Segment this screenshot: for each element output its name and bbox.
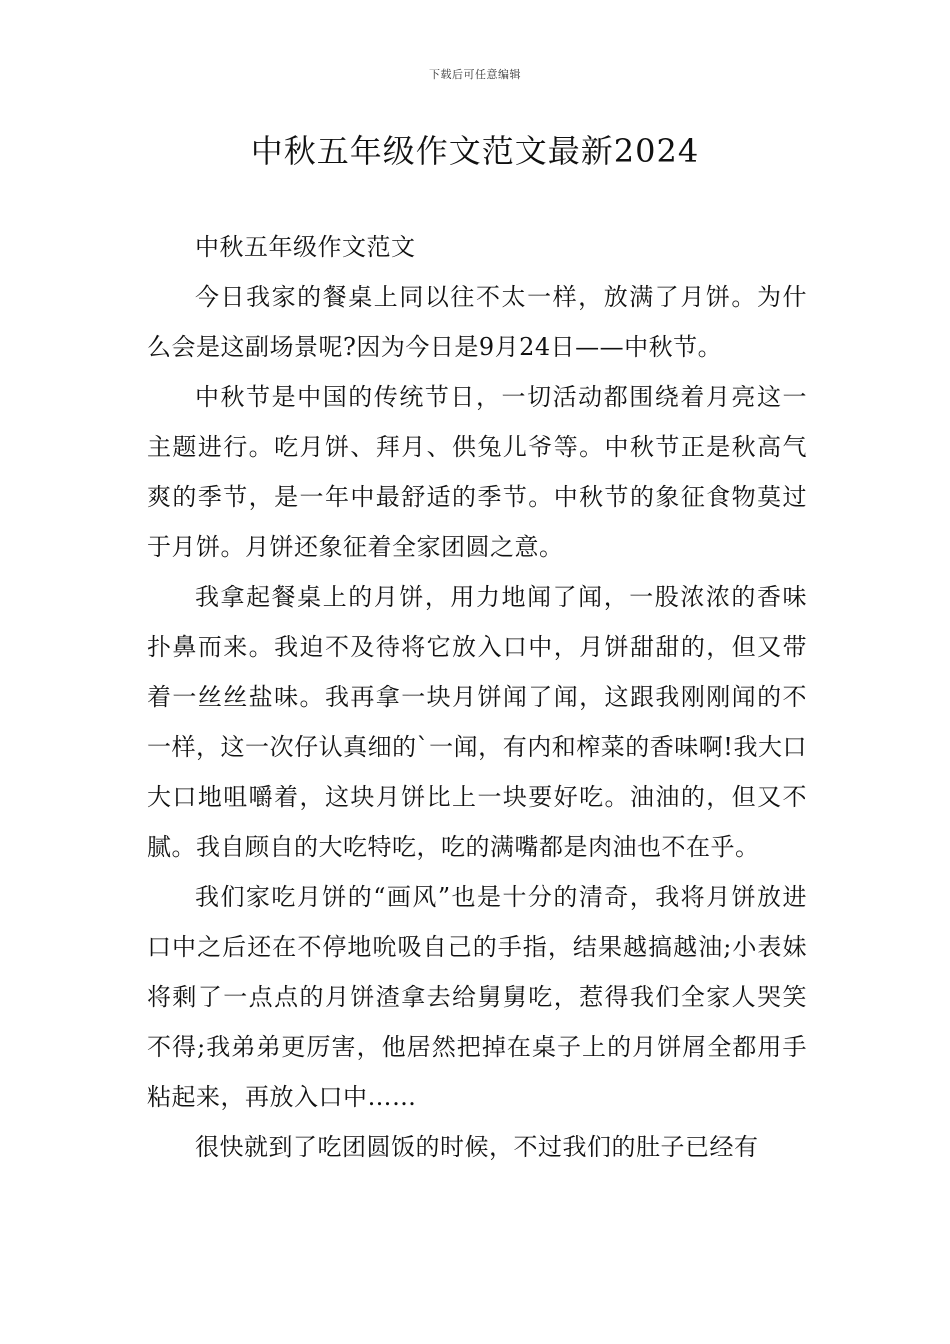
paragraph: 我拿起餐桌上的月饼，用力地闻了闻，一股浓浓的香味扑鼻而来。我迫不及待将它放入口中，月饼甜甜的，但又带着一丝丝盐味。我再拿一块月饼闻了闻，这跟我刚刚闻的不一样，这一次仔认真细的`一闻，有内和榨菜的香味啊!我大口大口地咀嚼着，这块月饼比上一块要好吃。油油的，但又不腻。我自顾自的大吃特吃，吃的满嘴都是肉油也不在乎。 [147,583,807,861]
document-title: 中秋五年级作文范文最新2024 [250,132,700,170]
paragraph: 很快就到了吃团圆饭的时候，不过我们的肚子已经有 [195,1133,759,1161]
paragraph-subtitle: 中秋五年级作文范文 [195,233,416,261]
paragraph: 我们家吃月饼的“画风”也是十分的清奇，我将月饼放进口中之后还在不停地吮吸自己的手指，结果越搞越油;小表妹将剩了一点点的月饼渣拿去给舅舅吃，惹得我们全家人哭笑不得;我弟弟更厉害，他居然把掉在桌子上的月饼屑全都用手粘起来，再放入口中…… [147,883,807,1111]
paragraph: 今日我家的餐桌上同以往不太一样，放满了月饼。为什么会是这副场景呢?因为今日是9月24日——中秋节。 [147,283,807,361]
document-body [147,222,807,1172]
header-note: 下载后可任意编辑 [429,68,521,81]
paragraph: 中秋节是中国的传统节日，一切活动都围绕着月亮这一主题进行。吃月饼、拜月、供兔儿爷等。中秋节正是秋高气爽的季节，是一年中最舒适的季节。中秋节的象征食物莫过于月饼。月饼还象征着全家团圆之意。 [147,383,807,561]
